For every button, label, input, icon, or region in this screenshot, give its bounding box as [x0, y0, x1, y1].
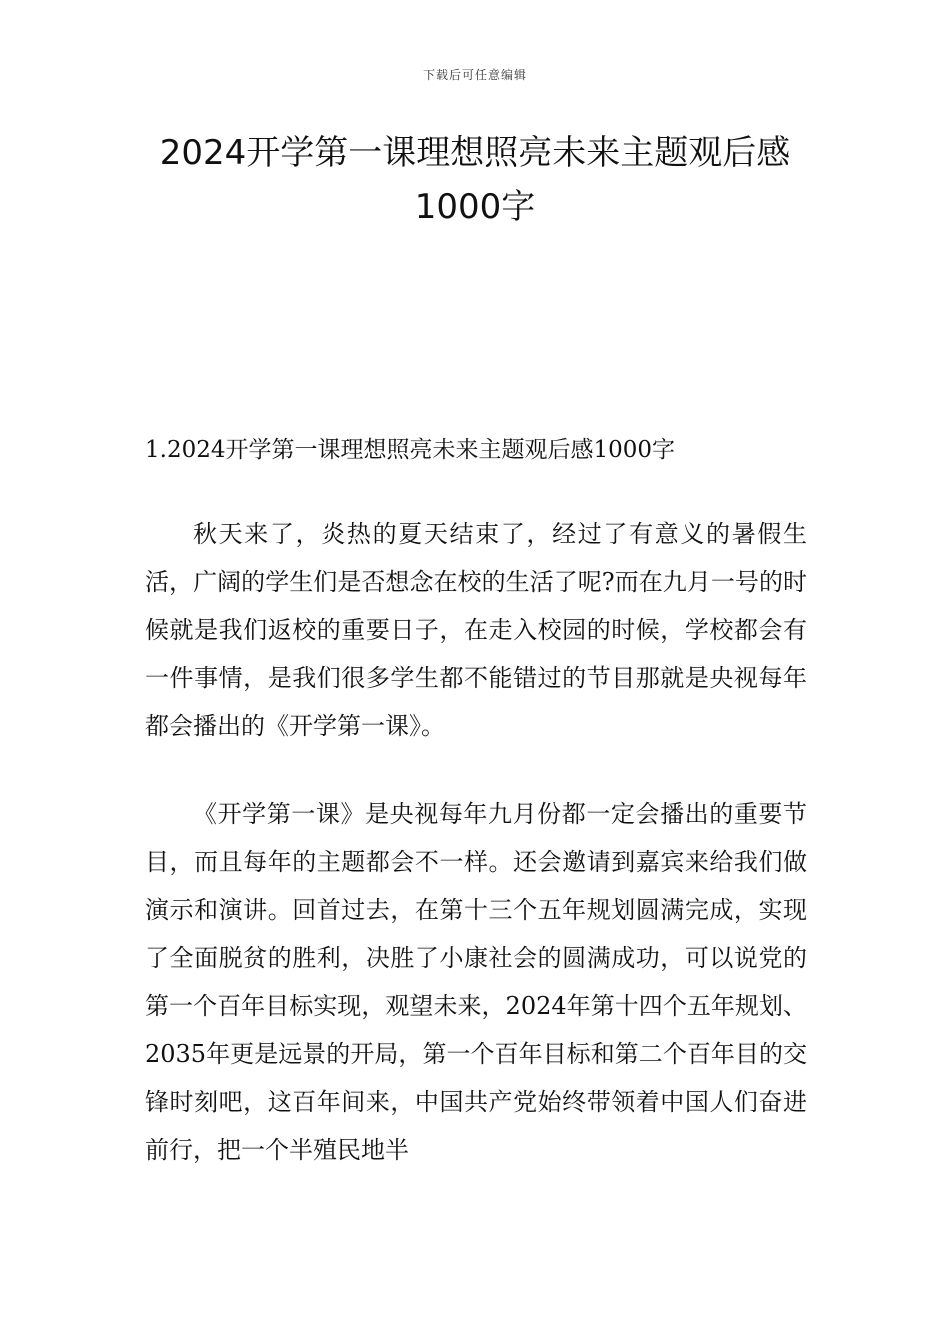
title-line-2: 1000字	[414, 187, 536, 227]
paragraph-2: 《开学第一课》是央视每年九月份都一定会播出的重要节目，而且每年的主题都会不一样。还会邀请到嘉宾来给我们做演示和演讲。回首过去，在第十三个五年规划圆满完成，实现了全面脱贫的胜利，决胜了小康社会的圆满成功，可以说党的第一个百年目标实现，观望未来，2024年第十四个五年规划、2035年更是远景的开局，第一个百年目标和第二个百年目的交锋时刻吧，这百年间来，中国共产党始终带领着中国人们奋进前行，把一个半殖民地半	[145, 800, 807, 1164]
document-body	[145, 430, 807, 1214]
section-heading: 1.2024开学第一课理想照亮未来主题观后感1000字	[145, 437, 676, 463]
document-title	[100, 126, 850, 234]
header-note: 下载后可任意编辑	[422, 68, 527, 82]
paragraph-1: 秋天来了，炎热的夏天结束了，经过了有意义的暑假生活，广阔的学生们是否想念在校的生活了呢?而在九月一号的时候就是我们返校的重要日子，在走入校园的时候，学校都会有一件事情，是我们很多学生都不能错过的节目那就是央视每年都会播出的《开学第一课》。	[145, 520, 807, 740]
title-line-1: 2024开学第一课理想照亮未来主题观后感	[159, 133, 791, 173]
